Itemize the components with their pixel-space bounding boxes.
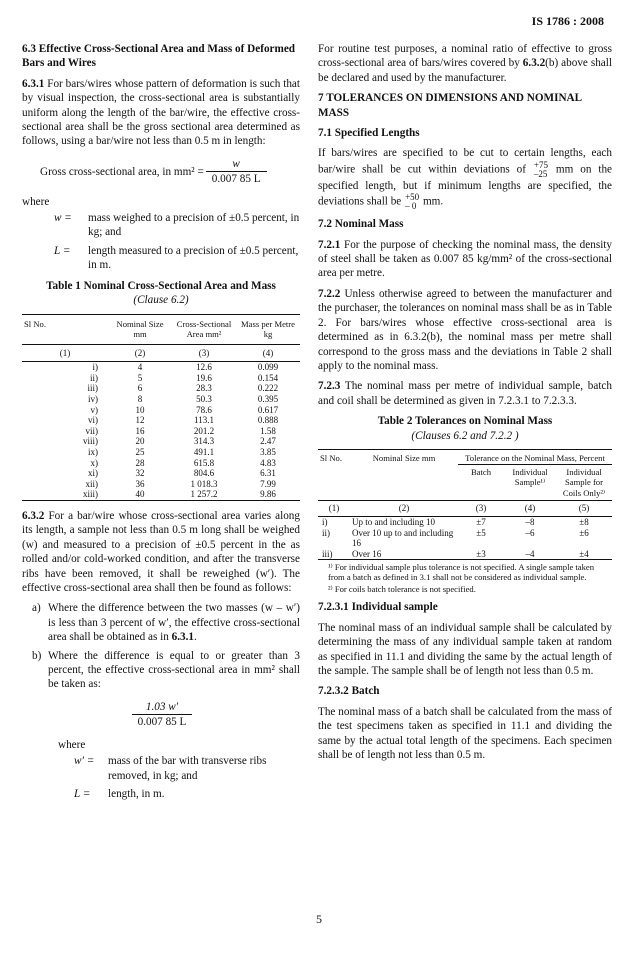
table-cell: 0.888 <box>257 415 279 426</box>
section-7-1-heading: 7.1 Specified Lengths <box>318 127 420 140</box>
table-cell: vii) <box>85 425 98 436</box>
table-row <box>22 436 300 447</box>
routine-test-paragraph <box>318 42 612 85</box>
table-2-header-batch: Batch <box>470 466 492 477</box>
definition-text: mass of the bar with transverse ribs removed, in kg; and <box>108 755 267 782</box>
definition-text: mass weighed to a precision of ±0.5 percent, in kg; and <box>88 212 300 239</box>
table-row <box>22 447 300 458</box>
table-1-header-area: Cross-Sectional Area mm² <box>176 318 232 340</box>
table-cell: viii) <box>83 436 98 447</box>
table-cell: 2.47 <box>260 436 276 447</box>
definition-w <box>54 211 300 240</box>
definition-L <box>54 244 300 273</box>
clause-number: 7.2.1 <box>318 238 341 251</box>
table-cell: 10 <box>135 404 145 415</box>
table-cell: 0.617 <box>257 404 279 415</box>
table-row <box>22 458 300 469</box>
clause-7-2-3-2-heading <box>318 684 612 698</box>
table-cell: 1.58 <box>260 425 276 436</box>
table-cell: 6 <box>137 383 143 394</box>
table-2-header-size: Nominal Size mm <box>372 452 436 463</box>
table-2-colnum: (4) <box>504 501 556 517</box>
table-cell: –8 <box>525 516 535 527</box>
table-2-colnum: (1) <box>318 501 350 517</box>
table-cell: 314.3 <box>193 436 215 447</box>
definition-text: length, in m. <box>108 787 165 800</box>
paragraph-text: For routine test purposes, a nominal ratio of effective to gross cross-sectional area of bars/wires covered by <box>318 43 612 70</box>
formula-numerator: 1.03 w′ <box>145 700 179 713</box>
table-2-clause: (Clauses 6.2 and 7.2.2 ) <box>411 429 519 442</box>
clause-reference: 6.3.2 <box>522 57 546 70</box>
table-row <box>22 394 300 405</box>
table-2-body <box>318 516 612 559</box>
table-cell: v) <box>90 404 98 415</box>
table-2-colnum: (3) <box>458 501 504 517</box>
formula-label: Gross cross-sectional area, in mm² = <box>40 165 204 178</box>
clause-reference: 6.3.1 <box>171 631 195 644</box>
table-cell: 1 257.2 <box>172 489 236 500</box>
definition-w-prime <box>74 754 300 783</box>
table-cell: 20 <box>135 436 145 447</box>
heading-text: 7.2.3.2 Batch <box>318 685 380 698</box>
table-cell: 6.31 <box>260 468 276 479</box>
left-column <box>22 42 300 805</box>
definition-symbol: L = <box>74 787 91 800</box>
table-cell: 78.6 <box>196 404 212 415</box>
definition-L2 <box>74 787 300 801</box>
table-1-header-size: Nominal Size mm <box>116 318 164 340</box>
table-cell: 0.154 <box>257 372 279 383</box>
table-cell: 28 <box>135 457 145 468</box>
table-row <box>22 468 300 479</box>
clause-number: 7.2.3 <box>318 380 341 393</box>
definition-symbol: w′ = <box>74 755 95 768</box>
clause-number: 6.3.1 <box>22 77 45 90</box>
table-cell: ±6 <box>579 527 589 538</box>
list-item-a <box>32 601 300 644</box>
clause-text: For the purpose of checking the nominal mass, the density of steel shall be taken as 0.007 85 kg/mm² of the cross-sectional area per metre. <box>318 238 613 280</box>
table-cell: 32 <box>135 468 145 479</box>
table-1-colnum: (4) <box>236 344 300 362</box>
clause-7-2-2 <box>318 287 612 373</box>
table-cell: –6 <box>525 527 535 538</box>
table-cell: vi) <box>88 415 98 426</box>
table-cell: 16 <box>135 425 145 436</box>
clause-7-2-3-1-heading <box>318 600 612 614</box>
table-cell: 5 <box>137 372 143 383</box>
definition-text: length measured to a precision of ±0.5 percent, in m. <box>88 244 299 272</box>
table-row <box>22 479 300 490</box>
table-1-title: Table 1 Nominal Cross-Sectional Area and Mass <box>46 279 276 292</box>
list-label: a) <box>32 602 41 615</box>
right-column <box>318 42 612 768</box>
section-6-3-heading: 6.3 Effective Cross-Sectional Area and Mass of Deformed Bars and Wires <box>22 43 296 70</box>
table-cell: 201.2 <box>193 425 215 436</box>
table-cell: i) <box>92 362 98 373</box>
table-2 <box>318 449 612 560</box>
table-cell: iii) <box>87 383 98 394</box>
table-2-header-coils: Individual Sample for Coils Only²⁾ <box>562 466 606 498</box>
formula-fraction <box>206 157 267 187</box>
table-cell: ix) <box>88 447 98 458</box>
table-1 <box>22 314 300 502</box>
table-cell: 9.86 <box>236 489 300 500</box>
clause-number: 6.3.2 <box>22 510 45 522</box>
gross-area-formula <box>40 157 300 187</box>
section-7-2-heading: 7.2 Nominal Mass <box>318 218 404 231</box>
clause-text-end: mm. <box>422 195 444 208</box>
list-item-b <box>32 649 300 692</box>
clause-text: mm on the specified length, but if minimum lengths are specified, the deviations shall be <box>318 163 613 208</box>
table-cell: 50.3 <box>196 394 212 405</box>
tolerance-upper: +50 <box>405 192 420 203</box>
table-1-header-mass: Mass per Metre kg <box>241 318 295 340</box>
table-2-footnote-2: ²⁾ For coils batch tolerance is not specified. <box>328 584 476 595</box>
clause-7-1 <box>318 146 612 211</box>
length-tolerance-1 <box>534 161 548 179</box>
table-cell: 12.6 <box>196 362 212 373</box>
definition-symbol: w = <box>54 212 72 225</box>
clause-text: For a bar/wire whose cross-sectional area varies along its length, a sample not less than 0.5 m long shall be weighed (w) and measured to a precision of ±0.5 percent in the as rolled and/or cold-worked condition, and after the transverse ribs have been removed, it shall be reweighed (w′). The effective cross-sectional area shall then be found as follows: <box>22 510 300 595</box>
table-cell: ±3 <box>458 549 504 560</box>
length-tolerance-2 <box>405 193 419 211</box>
heading-text: 7.2.3.1 Individual sample <box>318 601 438 614</box>
table-cell: iv) <box>88 394 98 405</box>
table-cell: 4 <box>137 362 143 373</box>
section-7-heading: 7 TOLERANCES ON DIMENSIONS AND NOMINAL MASS <box>318 92 582 119</box>
table-cell: 7.99 <box>260 478 276 489</box>
table-row <box>22 415 300 426</box>
table-cell: Up to and including 10 <box>352 516 435 527</box>
formula-denominator: 0.007 85 L <box>206 171 267 186</box>
table-row <box>22 405 300 416</box>
clause-text: The nominal mass per metre of individual sample, batch and coil shall be determined as given in 7.2.3.1 to 7.2.3.3. <box>318 380 612 407</box>
table-1-body <box>22 362 300 501</box>
tolerance-lower: – 0 <box>405 201 417 212</box>
table-cell: 0.222 <box>257 383 279 394</box>
table-cell: 804.6 <box>193 468 215 479</box>
table-1-colnum: (2) <box>108 344 172 362</box>
formula-numerator: w <box>232 157 240 170</box>
table-cell: 28.3 <box>196 383 212 394</box>
clause-7-2-3-1: The nominal mass of an individual sample shall be calculated by determining the mass of any individual sample taken at random as specified in 11.1 and dividing the same by the actual length of the sample. The sample shall be of length not less than 0.5 m. <box>318 621 612 677</box>
list-text: Where the difference between the two masses (w – w′) is less than 3 percent of w′, the effective cross-sectional area shall be obtained as in <box>48 602 300 644</box>
table-cell: 3.85 <box>260 447 276 458</box>
clause-number: 7.2.2 <box>318 287 341 300</box>
table-2-header-tolerance: Tolerance on the Nominal Mass, Percent <box>458 449 612 464</box>
clause-6-3-1 <box>22 77 300 149</box>
table-2-header-individual: Individual Sample¹⁾ <box>512 466 548 488</box>
table-cell: –4 <box>504 549 556 560</box>
table-row <box>22 489 300 500</box>
table-2-footnote-1: ¹⁾ For individual sample plus tolerance is not specified. A single sample taken from a batch as defined in 3.1 shall not be considered as individual sample. <box>328 562 595 583</box>
clause-text: For bars/wires whose pattern of deformation is such that by visual inspection, the cross-sectional area is substantially uniform along the length of the bar/wire, the effective cross-sectional area shall be the gross sectional area determined as follows, using a bar/wire not less than 0.5 m in length: <box>22 77 300 148</box>
clause-7-2-3 <box>318 379 612 408</box>
where-label: where <box>58 738 86 751</box>
formula-fraction <box>132 700 193 730</box>
paragraph-text-end: (b) above shall be declared and used by the manufacturer. <box>318 57 612 84</box>
table-2-title: Table 2 Tolerances on Nominal Mass <box>377 415 553 428</box>
formula-denominator: 0.007 85 L <box>132 714 193 729</box>
table-2-colnum: (5) <box>556 501 612 517</box>
table-cell: ii) <box>90 372 98 383</box>
table-cell: 40 <box>108 489 172 500</box>
table-row <box>22 383 300 394</box>
table-cell: xii) <box>85 478 98 489</box>
page-number: 5 <box>316 912 322 926</box>
table-row <box>318 516 612 527</box>
table-cell: ii) <box>322 527 330 538</box>
table-cell: xi) <box>88 468 98 479</box>
clause-7-2-3-2: The nominal mass of a batch shall be calculated from the mass of the test specimens taken as specified in 11.1 and dividing the same by the actual total length of the specimens. Each specimen shall be of length not less than 0.5 m. <box>318 705 612 761</box>
clause-text: Unless otherwise agreed to between the manufacturer and the purchaser, the tolerances on nominal mass shall be as in Table 2. For bars/wires whose effective cross-sectional area is determined as in 6.3.2(b), the nominal mass per metre shall correspond to the gross mass and the deviations in Table 2 shall apply to the nominal mass. <box>318 287 613 372</box>
table-row <box>22 426 300 437</box>
table-cell: 113.1 <box>194 415 214 426</box>
clause-6-3-2 <box>22 509 300 595</box>
table-cell: x) <box>90 457 98 468</box>
list-text: Where the difference is equal to or greater than 3 percent, the effective cross-sectional area in mm² shall be taken as: <box>48 649 300 691</box>
tolerance-upper: +75 <box>533 159 548 170</box>
table-cell: i) <box>322 516 328 527</box>
table-cell: 0.099 <box>257 362 279 373</box>
standard-header: IS 1786 : 2008 <box>531 14 604 28</box>
table-row <box>318 549 612 560</box>
table-2-colnum: (2) <box>350 501 458 517</box>
table-cell: Over 16 <box>350 549 458 560</box>
where-label: where <box>22 195 50 208</box>
table-cell: 8 <box>137 394 143 405</box>
table-row <box>22 373 300 384</box>
table-1-colnum: (1) <box>22 344 108 362</box>
table-1-colnum: (3) <box>172 344 236 362</box>
definition-symbol: L = <box>54 244 71 257</box>
table-cell: 1 018.3 <box>190 478 218 489</box>
table-1-header-sl: Sl No. <box>24 318 46 329</box>
list-label: b) <box>32 649 42 662</box>
table-cell: 36 <box>135 478 145 489</box>
clause-7-2-1 <box>318 238 612 281</box>
table-cell: Over 10 up to and including 16 <box>352 527 454 549</box>
table-cell: 4.83 <box>260 457 276 468</box>
table-cell: ±7 <box>476 516 486 527</box>
table-1-clause: (Clause 6.2) <box>133 294 189 307</box>
table-row <box>318 528 612 549</box>
table-2-header-sl: Sl No. <box>320 452 342 463</box>
list-text-end: . <box>194 631 197 644</box>
table-cell: 0.395 <box>257 394 279 405</box>
table-cell: xiii) <box>22 489 108 500</box>
table-cell: iii) <box>318 549 350 560</box>
table-cell: ±8 <box>579 516 589 527</box>
table-cell: 12 <box>135 415 145 426</box>
table-cell: 491.1 <box>193 447 215 458</box>
table-cell: ±5 <box>476 527 486 538</box>
table-cell: 25 <box>135 447 145 458</box>
table-cell: 615.8 <box>193 457 215 468</box>
table-cell: ±4 <box>556 549 612 560</box>
table-row <box>22 362 300 373</box>
table-cell: 19.6 <box>196 372 212 383</box>
clause-text: If bars/wires are specified to be cut to certain lengths, each bar/wire shall be cut within deviations of <box>318 147 612 176</box>
tolerance-lower: –25 <box>533 168 548 179</box>
effective-area-formula <box>22 700 300 730</box>
